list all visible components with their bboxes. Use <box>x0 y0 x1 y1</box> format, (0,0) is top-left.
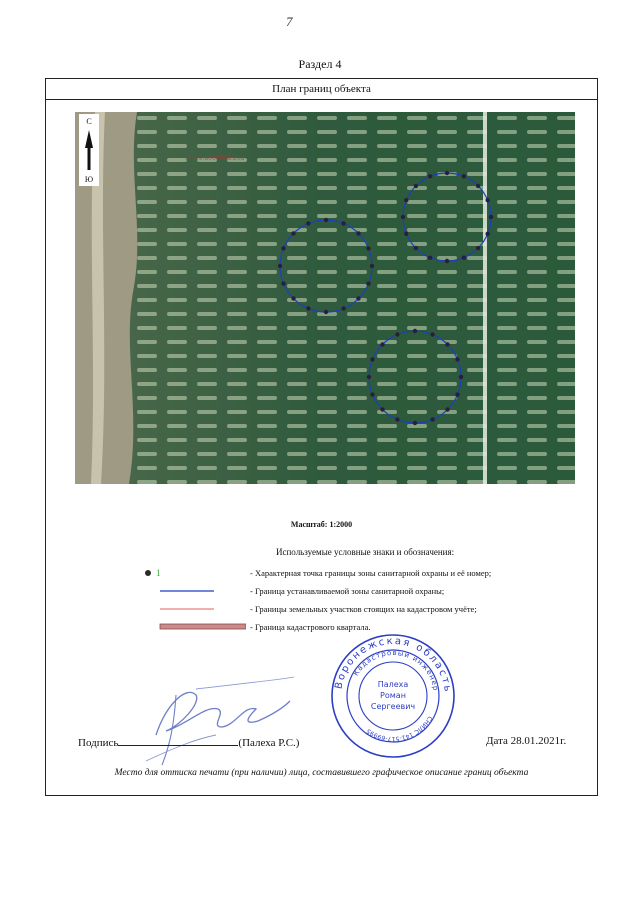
characteristic-point <box>445 171 449 175</box>
legend-text: - Граница устанавливаемой зоны санитарной охраны; <box>250 586 445 596</box>
characteristic-point <box>380 407 384 411</box>
characteristic-point <box>341 306 345 310</box>
characteristic-point <box>324 218 328 222</box>
stamp-snils: СНИЛС 141-517-69995 <box>365 714 434 743</box>
signature-line <box>118 735 238 746</box>
characteristic-point <box>306 221 310 225</box>
characteristic-point <box>476 184 480 188</box>
characteristic-point <box>366 281 370 285</box>
characteristic-point <box>445 259 449 263</box>
red-line-icon <box>136 603 246 615</box>
characteristic-point-icon <box>136 567 246 579</box>
characteristic-point <box>281 281 285 285</box>
round-stamp <box>328 631 458 761</box>
characteristic-point <box>413 421 417 425</box>
compass-north: С <box>86 117 92 126</box>
characteristic-point <box>324 310 328 314</box>
characteristic-point <box>430 332 434 336</box>
characteristic-point <box>428 174 432 178</box>
legend-title: Используемые условные знаки и обозначения: <box>276 547 455 557</box>
characteristic-point <box>291 296 295 300</box>
characteristic-point <box>462 174 466 178</box>
characteristic-point <box>278 264 282 268</box>
characteristic-point <box>404 232 408 236</box>
characteristic-point <box>430 417 434 421</box>
characteristic-point <box>366 246 370 250</box>
characteristic-point <box>414 184 418 188</box>
characteristic-point <box>370 264 374 268</box>
handwritten-signature <box>126 665 296 775</box>
page-number-mark: 7 <box>286 14 293 29</box>
characteristic-point <box>395 417 399 421</box>
map-scale: Масштаб: 1:2000 <box>290 520 353 529</box>
characteristic-point <box>341 221 345 225</box>
legend-point-number: 1 <box>156 568 161 578</box>
blue-line-icon <box>136 585 246 597</box>
compass-south: Ю <box>84 175 94 184</box>
characteristic-point <box>306 306 310 310</box>
plan-header: План границ объекта <box>46 79 597 100</box>
characteristic-point <box>356 231 360 235</box>
characteristic-point <box>445 342 449 346</box>
characteristic-point <box>291 231 295 235</box>
stamp-surname: Палеха <box>377 680 409 689</box>
characteristic-point <box>445 407 449 411</box>
characteristic-point <box>486 198 490 202</box>
characteristic-point <box>413 329 417 333</box>
legend-text: - Границы земельных участков стоящих на кадастровом учёте; <box>250 604 477 614</box>
characteristic-point <box>367 375 371 379</box>
legend-text: - Характерная точка границы зоны санитарной охраны и её номер; <box>250 568 492 578</box>
stamp-first-name: Роман <box>380 691 406 700</box>
stamp-patronymic: Сергеевич <box>370 702 416 711</box>
characteristic-point <box>281 246 285 250</box>
characteristic-point <box>489 215 493 219</box>
stamp-inner-text: Кадастровый инженер <box>351 648 440 693</box>
stamp-note: Место для оттиска печати (при наличии) лица, составившего графическое описание границ объекта <box>114 768 529 778</box>
characteristic-point <box>370 392 374 396</box>
characteristic-point <box>414 246 418 250</box>
sanitary-zones <box>75 112 575 484</box>
characteristic-point <box>455 357 459 361</box>
satellite-map <box>75 112 575 484</box>
characteristic-point <box>356 296 360 300</box>
characteristic-point <box>459 375 463 379</box>
characteristic-point <box>455 392 459 396</box>
characteristic-point <box>370 357 374 361</box>
svg-text:36:29:8000008:208: 36:29:8000008:208 <box>185 155 245 162</box>
signature-row <box>78 735 299 749</box>
characteristic-point <box>401 215 405 219</box>
svg-text:СНИЛС 141-517-69995 <box>365 715 433 742</box>
signer-name: (Палеха Р.С.) <box>238 737 300 749</box>
section-title: Раздел 4 <box>298 57 342 71</box>
characteristic-point <box>395 332 399 336</box>
plan-frame <box>45 78 598 796</box>
characteristic-point <box>476 246 480 250</box>
legend-text: - Граница кадастрового квартала. <box>250 622 371 632</box>
characteristic-point <box>462 256 466 260</box>
signature-label: Подпись <box>78 737 119 749</box>
characteristic-point <box>486 232 490 236</box>
characteristic-point <box>428 256 432 260</box>
document-date: Дата 28.01.2021г. <box>486 735 567 747</box>
characteristic-point <box>380 342 384 346</box>
quarter-line-icon <box>136 621 246 633</box>
characteristic-point <box>404 198 408 202</box>
stamp-outer-text: Воронежская область <box>333 635 454 695</box>
